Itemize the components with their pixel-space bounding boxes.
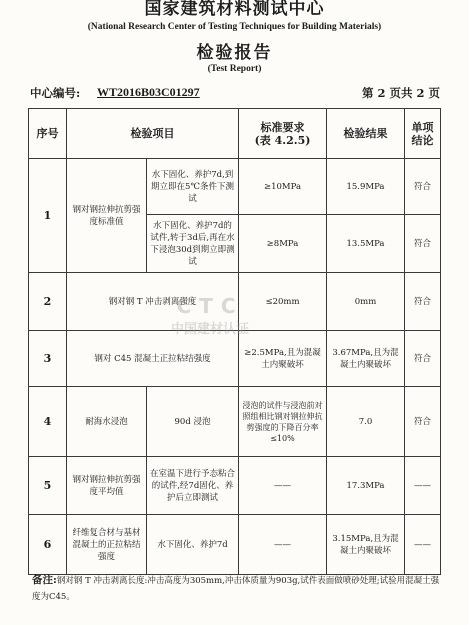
row-conclusion: 符合 (405, 387, 441, 457)
row-no: 4 (29, 387, 67, 457)
header-conclusion: 单项 结论 (405, 109, 441, 159)
report-note (32, 572, 440, 605)
row-no: 6 (29, 515, 67, 575)
row-conclusion: —— (405, 457, 441, 515)
row-conclusion: —— (405, 515, 441, 575)
center-no-label: 中心编号: (30, 86, 81, 100)
watermark-line1: CTC (176, 294, 244, 318)
center-no: WT2016B03C01297 (97, 85, 200, 99)
row-standard: —— (239, 515, 327, 575)
row-item: 钢对钢拉伸抗剪强度标准值 (67, 159, 147, 273)
row-result: 3.15MPa,且为混凝土内聚破坏 (327, 515, 405, 575)
row-no: 1 (29, 159, 67, 273)
row-result: 15.9MPa (327, 159, 405, 215)
row-result: 13.5MPa (327, 215, 405, 273)
row-condition: 水下固化、养护7d的试件,转于3d后,再在水下浸泡30d到期立即测试 (147, 215, 239, 273)
report-title-en: (Test Report) (207, 64, 262, 74)
note-label: 备注: (32, 574, 57, 586)
header-item: 检验项目 (67, 109, 239, 159)
row-conclusion: 符合 (405, 331, 441, 387)
row-item: 钢对 C45 混凝土正拉粘结强度 (67, 331, 239, 387)
row-result: 17.3MPa (327, 457, 405, 515)
row-standard: —— (239, 457, 327, 515)
report-title-cn: 检验报告 (196, 43, 273, 63)
row-condition: 在室温下进行予态粘合的试件,经7d固化、养护后立即测试 (147, 457, 239, 515)
row-item: 钢对钢拉伸抗剪强度平均值 (67, 457, 147, 515)
row-condition: 水下固化、养护7d (147, 515, 239, 575)
table-row (29, 515, 441, 575)
page-number: 第 2 页共 2 页 (361, 86, 440, 100)
row-conclusion: 符合 (405, 215, 441, 273)
table-row (29, 457, 441, 515)
row-standard: ≤20mm (239, 273, 327, 331)
row-item: 耐海水浸泡 (67, 387, 147, 457)
row-condition: 水下固化、养护7d,到期立即在5℃条件下测试 (147, 159, 239, 215)
row-standard: ≥2.5MPa,且为混凝土内聚破坏 (239, 331, 327, 387)
row-conclusion: 符合 (405, 273, 441, 331)
watermark-line2: 中国建材认证 (170, 322, 249, 337)
header-result: 检验结果 (327, 109, 405, 159)
org-name-cn: 国家建筑材料测试中心 (144, 0, 325, 19)
row-no: 3 (29, 331, 67, 387)
row-item: 纤维复合材与基材混凝土的正拉粘结强度 (67, 515, 147, 575)
row-result: 3.67MPa,且为混凝土内聚破坏 (327, 331, 405, 387)
org-name-en: (National Research Center of Testing Techniques for Building Materials) (87, 22, 382, 32)
row-conclusion: 符合 (405, 159, 441, 215)
note-text: 钢对钢 T 冲击剥离长度:冲击高度为305mm,冲击体质量为903g,试件表面做喷砂处理;试验用混凝土强度为C45。 (32, 576, 440, 602)
row-standard: ≥8MPa (239, 215, 327, 273)
row-condition: 90d 浸泡 (147, 387, 239, 457)
report-meta (30, 85, 440, 101)
table-header-row (29, 109, 441, 159)
watermark-stamp (145, 294, 275, 344)
row-no: 5 (29, 457, 67, 515)
header-standard: 标准要求 (表 4.2.5) (239, 109, 327, 159)
table-row (29, 387, 441, 457)
row-result: 7.0 (327, 387, 405, 457)
row-item: 钢对钢 T 冲击剥离强度 (67, 273, 239, 331)
row-standard: 浸泡的试件与浸泡前对照组相比钢对钢拉伸抗剪强度的下降百分率≤10% (239, 387, 327, 457)
table-row (29, 159, 441, 215)
row-standard: ≥10MPa (239, 159, 327, 215)
row-no: 2 (29, 273, 67, 331)
header-no: 序号 (29, 109, 67, 159)
row-result: 0mm (327, 273, 405, 331)
